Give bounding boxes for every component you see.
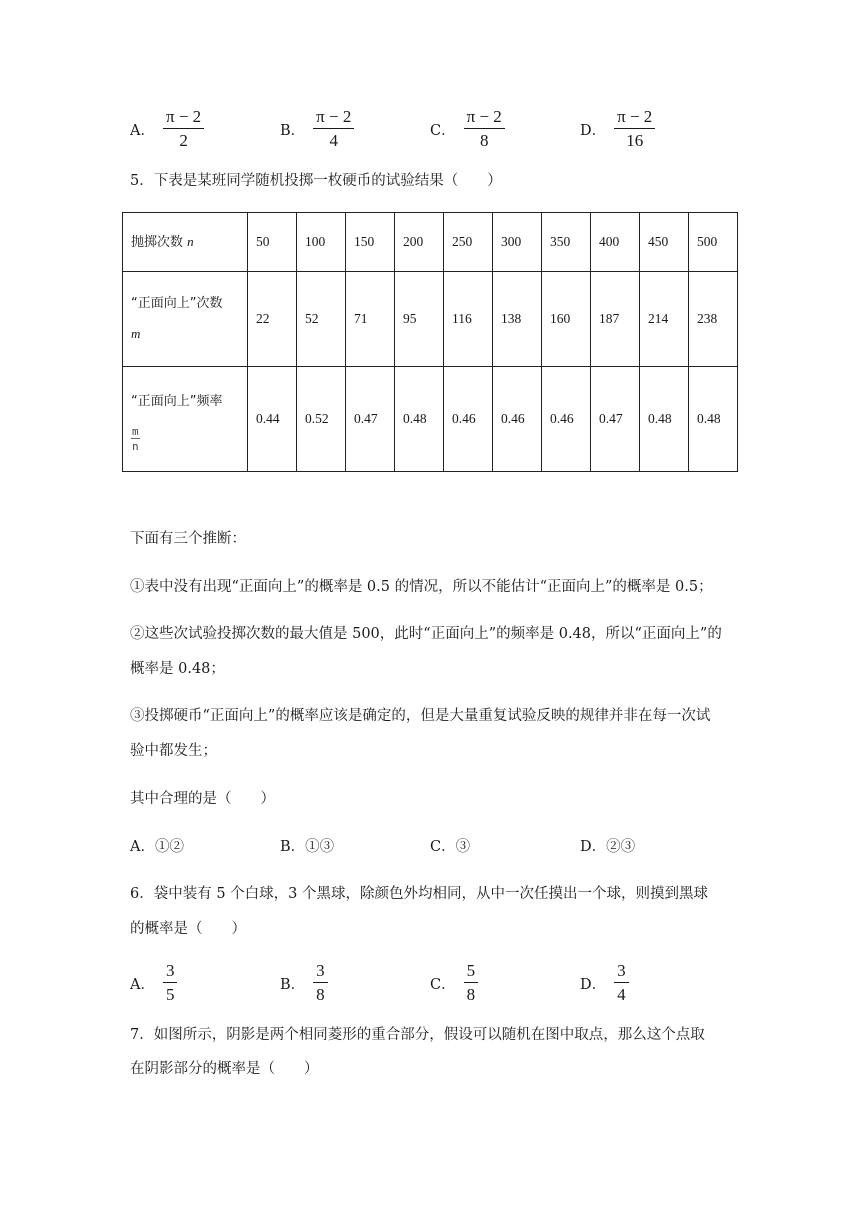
header-text: “正面向上”频率: [131, 393, 223, 409]
table-cell: 0.46: [542, 367, 591, 472]
q5-ask: 其中合理的是（ ）: [130, 791, 275, 807]
variable-n: n: [187, 233, 194, 249]
coin-toss-table: [122, 212, 738, 472]
fraction-numerator: 3: [163, 962, 178, 983]
fraction-numerator: π − 2: [614, 108, 655, 129]
table-cell: 95: [395, 272, 444, 367]
fraction-denominator: 2: [179, 131, 188, 150]
table-row: [123, 272, 738, 367]
inference-2-line1: ②这些次试验投掷次数的最大值是 500，此时“正面向上”的频率是 0.48，所以“正面向上”的: [130, 626, 722, 642]
table-cell: 50: [248, 213, 297, 272]
table-cell: 0.46: [444, 367, 493, 472]
table-cell: 238: [689, 272, 738, 367]
fraction-denominator: 16: [626, 131, 644, 150]
fraction: [163, 108, 204, 150]
table-row: [123, 213, 738, 272]
table-cell: 0.52: [297, 367, 346, 472]
table-cell: 0.47: [346, 367, 395, 472]
option-letter: B．: [280, 976, 306, 993]
fraction: [313, 108, 354, 150]
q6-option-c: [430, 962, 478, 1004]
q4-option-b: [280, 108, 354, 150]
fraction-numerator: m: [132, 424, 139, 438]
fraction-denominator: 8: [479, 131, 489, 150]
table-cell: 0.44: [248, 367, 297, 472]
fraction-numerator: 5: [464, 962, 479, 983]
table-cell: 0.47: [591, 367, 640, 472]
inference-3-line2: 验中都发生；: [130, 743, 217, 759]
fraction-denominator: n: [132, 439, 139, 453]
table-cell: 400: [591, 213, 640, 272]
option-letter: B．: [280, 122, 306, 139]
header-text: 抛掷次数: [131, 234, 188, 250]
q5-option-c: C．③: [430, 839, 471, 855]
fraction: [464, 108, 505, 150]
q5-option-d: D．②③: [580, 839, 636, 855]
q6-option-d: [580, 962, 629, 1004]
fraction-numerator: 3: [614, 962, 629, 983]
q6-stem-line1: 6．袋中装有 5 个白球，3 个黑球，除颜色外均相同，从中一次任摸出一个球，则摸到黑球: [130, 886, 708, 902]
option-letter: A．: [130, 976, 155, 993]
fraction-numerator: 3: [313, 962, 328, 983]
row-header-tosses: [123, 213, 248, 272]
fraction: [163, 962, 178, 1004]
fraction-denominator: 8: [466, 985, 476, 1004]
option-letter: D．: [580, 976, 607, 993]
table-cell: 150: [346, 213, 395, 272]
fraction-denominator: 8: [316, 985, 325, 1004]
fraction-denominator: 4: [329, 131, 338, 150]
fraction: [614, 962, 629, 1004]
q7-stem-line2: 在阴影部分的概率是（ ）: [130, 1061, 319, 1077]
table-cell: 200: [395, 213, 444, 272]
inference-3-line1: ③投掷硬币“正面向上”的概率应该是确定的，但是大量重复试验反映的规律并非在每一次试: [130, 708, 711, 724]
q4-option-d: [580, 108, 655, 150]
q5-option-b: B．①③: [280, 839, 335, 855]
q6-option-b: [280, 962, 328, 1004]
table-cell: 138: [493, 272, 542, 367]
fraction-denominator: 5: [165, 985, 175, 1004]
table-cell: 71: [346, 272, 395, 367]
option-letter: D．: [580, 122, 607, 139]
option-letter: A．: [130, 122, 155, 139]
row-header-heads-count: [123, 272, 248, 367]
table-cell: 500: [689, 213, 738, 272]
fraction-numerator: π − 2: [163, 108, 204, 129]
table-cell: 0.48: [689, 367, 738, 472]
table-cell: 214: [640, 272, 689, 367]
table-cell: 22: [248, 272, 297, 367]
table-cell: 52: [297, 272, 346, 367]
table-cell: 160: [542, 272, 591, 367]
table-cell: 0.46: [493, 367, 542, 472]
table-row: [123, 367, 738, 472]
fraction-numerator: π − 2: [313, 108, 354, 129]
table-cell: 300: [493, 213, 542, 272]
table-cell: 116: [444, 272, 493, 367]
fraction: [313, 962, 328, 1004]
table-cell: 0.48: [395, 367, 444, 472]
table-cell: 250: [444, 213, 493, 272]
table-cell: 350: [542, 213, 591, 272]
inference-2-line2: 概率是 0.48；: [130, 661, 225, 677]
table-cell: 0.48: [640, 367, 689, 472]
fraction-denominator: 4: [617, 985, 626, 1004]
q4-option-c: [430, 108, 505, 150]
q5-option-a: A．①②: [130, 839, 184, 855]
fraction: [614, 108, 655, 150]
option-letter: C．: [430, 122, 456, 139]
table-cell: 187: [591, 272, 640, 367]
fraction: [464, 962, 479, 1004]
q5-stem: 5．下表是某班同学随机投掷一枚硬币的试验结果（ ）: [130, 173, 502, 189]
m-over-n-fraction: [131, 426, 140, 452]
q6-option-a: [130, 962, 177, 1004]
q7-stem-line1: 7．如图所示，阴影是两个相同菱形的重合部分，假设可以随机在图中取点，那么这个点取: [130, 1027, 705, 1043]
inference-intro: 下面有三个推断：: [130, 531, 246, 547]
row-header-heads-frequency: [123, 367, 248, 472]
fraction-numerator: π − 2: [464, 108, 505, 129]
option-letter: C．: [430, 976, 456, 993]
q6-stem-line2: 的概率是（ ）: [130, 921, 246, 937]
variable-m: m: [131, 325, 141, 341]
inference-1: ①表中没有出现“正面向上”的概率是 0.5 的情况，所以不能估计“正面向上”的概率是 0.5；: [130, 579, 713, 595]
header-text: “正面向上”次数: [131, 295, 223, 311]
table-cell: 450: [640, 213, 689, 272]
q4-option-a: [130, 108, 204, 150]
table-cell: 100: [297, 213, 346, 272]
